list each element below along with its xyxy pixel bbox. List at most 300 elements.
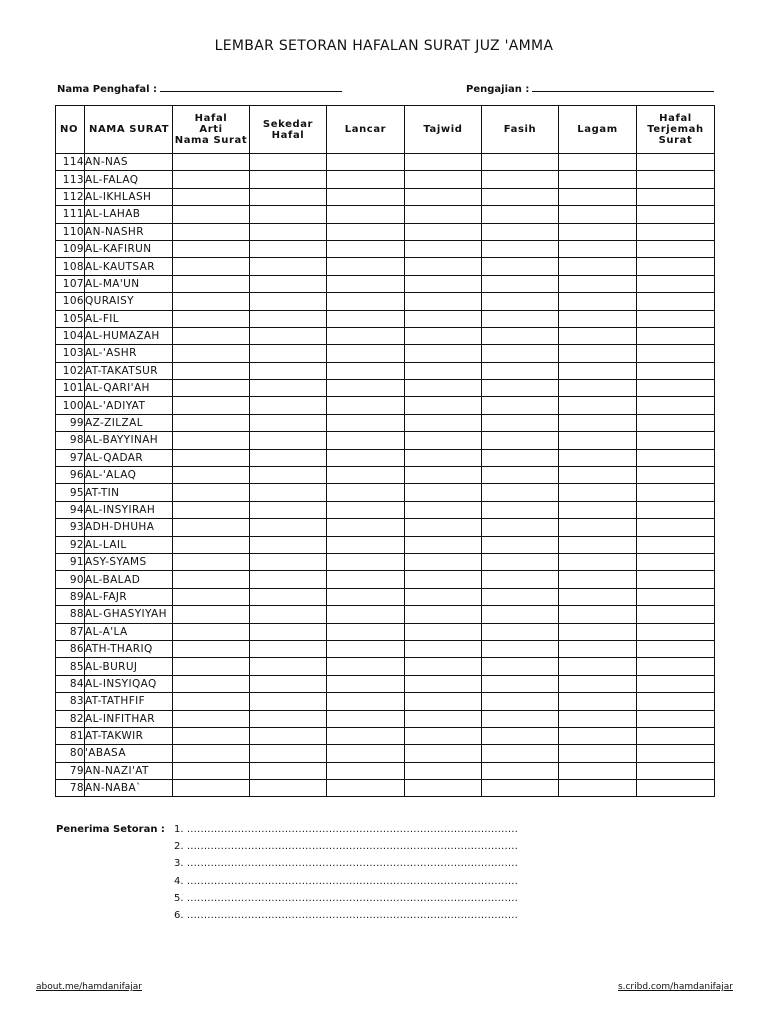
checklist-cell[interactable] xyxy=(250,762,327,779)
checklist-cell[interactable] xyxy=(559,484,637,501)
checklist-cell[interactable] xyxy=(327,432,405,449)
checklist-cell[interactable] xyxy=(482,188,559,205)
table-row xyxy=(56,467,715,484)
penerima-dotted-line: .................................................................................................. xyxy=(183,824,519,835)
checklist-cell[interactable] xyxy=(327,293,405,310)
column-header: Fasih xyxy=(482,106,559,154)
checklist-cell[interactable] xyxy=(405,223,482,240)
checklist-cell[interactable] xyxy=(559,362,637,379)
column-header: Tajwid xyxy=(405,106,482,154)
checklist-cell[interactable] xyxy=(482,745,559,762)
checklist-cell[interactable] xyxy=(637,258,715,275)
checklist-cell[interactable] xyxy=(405,414,482,431)
checklist-cell[interactable] xyxy=(250,710,327,727)
checklist-cell[interactable] xyxy=(405,640,482,657)
checklist-cell[interactable] xyxy=(637,154,715,171)
checklist-cell[interactable] xyxy=(637,432,715,449)
checklist-cell[interactable] xyxy=(173,380,250,397)
checklist-cell[interactable] xyxy=(405,484,482,501)
surah-name: 'ABASA xyxy=(85,745,173,762)
checklist-cell[interactable] xyxy=(405,327,482,344)
penerima-line[interactable] xyxy=(174,876,518,893)
checklist-cell[interactable] xyxy=(173,710,250,727)
checklist-cell[interactable] xyxy=(637,484,715,501)
checklist-cell[interactable] xyxy=(405,154,482,171)
checklist-cell[interactable] xyxy=(250,571,327,588)
checklist-cell[interactable] xyxy=(250,223,327,240)
checklist-cell[interactable] xyxy=(250,310,327,327)
penerima-number: 3. xyxy=(174,858,184,870)
row-number: 111 xyxy=(56,206,85,223)
checklist-cell[interactable] xyxy=(250,293,327,310)
checklist-cell[interactable] xyxy=(327,188,405,205)
checklist-cell[interactable] xyxy=(405,171,482,188)
checklist-cell[interactable] xyxy=(405,588,482,605)
checklist-cell[interactable] xyxy=(637,519,715,536)
checklist-cell[interactable] xyxy=(173,154,250,171)
checklist-cell[interactable] xyxy=(559,327,637,344)
row-number: 112 xyxy=(56,188,85,205)
checklist-cell[interactable] xyxy=(327,623,405,640)
checklist-cell[interactable] xyxy=(482,275,559,292)
checklist-cell[interactable] xyxy=(637,293,715,310)
checklist-cell[interactable] xyxy=(173,310,250,327)
checklist-cell[interactable] xyxy=(405,310,482,327)
checklist-cell[interactable] xyxy=(482,154,559,171)
checklist-cell[interactable] xyxy=(405,380,482,397)
checklist-cell[interactable] xyxy=(250,432,327,449)
checklist-cell[interactable] xyxy=(405,658,482,675)
table-row xyxy=(56,293,715,310)
checklist-cell[interactable] xyxy=(482,345,559,362)
checklist-cell[interactable] xyxy=(327,345,405,362)
checklist-cell[interactable] xyxy=(327,310,405,327)
checklist-cell[interactable] xyxy=(482,258,559,275)
checklist-cell[interactable] xyxy=(637,553,715,570)
checklist-cell[interactable] xyxy=(637,606,715,623)
checklist-cell[interactable] xyxy=(559,588,637,605)
checklist-cell[interactable] xyxy=(250,606,327,623)
checklist-cell[interactable] xyxy=(637,310,715,327)
checklist-cell[interactable] xyxy=(637,710,715,727)
checklist-cell[interactable] xyxy=(327,536,405,553)
checklist-cell[interactable] xyxy=(482,449,559,466)
surah-name: AT-TAKATSUR xyxy=(85,362,173,379)
checklist-cell[interactable] xyxy=(482,467,559,484)
checklist-cell[interactable] xyxy=(250,658,327,675)
checklist-cell[interactable] xyxy=(405,623,482,640)
checklist-cell[interactable] xyxy=(559,745,637,762)
checklist-cell[interactable] xyxy=(327,467,405,484)
checklist-cell[interactable] xyxy=(637,380,715,397)
checklist-cell[interactable] xyxy=(559,397,637,414)
checklist-cell[interactable] xyxy=(405,501,482,518)
pengajian-field[interactable] xyxy=(466,82,714,95)
checklist-cell[interactable] xyxy=(637,449,715,466)
checklist-cell[interactable] xyxy=(405,553,482,570)
checklist-cell[interactable] xyxy=(559,571,637,588)
checklist-cell[interactable] xyxy=(250,693,327,710)
checklist-cell[interactable] xyxy=(173,467,250,484)
checklist-cell[interactable] xyxy=(637,327,715,344)
checklist-cell[interactable] xyxy=(250,188,327,205)
checklist-cell[interactable] xyxy=(327,275,405,292)
nama-penghafal-field[interactable] xyxy=(57,82,342,95)
checklist-cell[interactable] xyxy=(559,606,637,623)
checklist-cell[interactable] xyxy=(327,327,405,344)
checklist-cell[interactable] xyxy=(482,762,559,779)
checklist-cell[interactable] xyxy=(482,240,559,257)
checklist-cell[interactable] xyxy=(482,206,559,223)
footer-left-link[interactable]: about.me/hamdanifajar xyxy=(36,982,142,992)
checklist-cell[interactable] xyxy=(173,780,250,797)
checklist-cell[interactable] xyxy=(482,588,559,605)
checklist-cell[interactable] xyxy=(482,519,559,536)
checklist-cell[interactable] xyxy=(482,501,559,518)
checklist-cell[interactable] xyxy=(637,397,715,414)
checklist-cell[interactable] xyxy=(250,745,327,762)
checklist-cell[interactable] xyxy=(327,484,405,501)
checklist-cell[interactable] xyxy=(637,501,715,518)
checklist-cell[interactable] xyxy=(405,571,482,588)
checklist-cell[interactable] xyxy=(173,188,250,205)
checklist-cell[interactable] xyxy=(559,693,637,710)
checklist-cell[interactable] xyxy=(482,484,559,501)
checklist-cell[interactable] xyxy=(327,380,405,397)
checklist-cell[interactable] xyxy=(637,536,715,553)
checklist-cell[interactable] xyxy=(250,206,327,223)
checklist-cell[interactable] xyxy=(250,623,327,640)
checklist-cell[interactable] xyxy=(173,275,250,292)
checklist-cell[interactable] xyxy=(559,240,637,257)
checklist-cell[interactable] xyxy=(327,762,405,779)
checklist-cell[interactable] xyxy=(250,780,327,797)
checklist-cell[interactable] xyxy=(327,710,405,727)
table-row xyxy=(56,449,715,466)
row-number: 78 xyxy=(56,780,85,797)
checklist-cell[interactable] xyxy=(559,519,637,536)
checklist-cell[interactable] xyxy=(559,380,637,397)
penerima-line[interactable] xyxy=(174,910,518,927)
checklist-cell[interactable] xyxy=(250,501,327,518)
checklist-cell[interactable] xyxy=(559,345,637,362)
checklist-cell[interactable] xyxy=(559,449,637,466)
checklist-cell[interactable] xyxy=(405,606,482,623)
checklist-cell[interactable] xyxy=(559,275,637,292)
checklist-cell[interactable] xyxy=(405,345,482,362)
row-number: 85 xyxy=(56,658,85,675)
checklist-cell[interactable] xyxy=(637,745,715,762)
checklist-cell[interactable] xyxy=(250,553,327,570)
checklist-cell[interactable] xyxy=(173,693,250,710)
checklist-cell[interactable] xyxy=(250,640,327,657)
surah-name: ATH-THARIQ xyxy=(85,640,173,657)
checklist-cell[interactable] xyxy=(327,588,405,605)
checklist-cell[interactable] xyxy=(327,640,405,657)
checklist-cell[interactable] xyxy=(173,414,250,431)
checklist-cell[interactable] xyxy=(559,154,637,171)
checklist-cell[interactable] xyxy=(327,414,405,431)
checklist-cell[interactable] xyxy=(405,693,482,710)
checklist-cell[interactable] xyxy=(482,727,559,744)
checklist-cell[interactable] xyxy=(173,727,250,744)
checklist-cell[interactable] xyxy=(559,258,637,275)
checklist-cell[interactable] xyxy=(559,310,637,327)
checklist-cell[interactable] xyxy=(405,762,482,779)
checklist-cell[interactable] xyxy=(250,154,327,171)
checklist-cell[interactable] xyxy=(173,258,250,275)
checklist-cell[interactable] xyxy=(173,606,250,623)
checklist-cell[interactable] xyxy=(482,623,559,640)
checklist-cell[interactable] xyxy=(405,397,482,414)
checklist-cell[interactable] xyxy=(405,780,482,797)
row-number: 107 xyxy=(56,275,85,292)
checklist-cell[interactable] xyxy=(637,623,715,640)
checklist-cell[interactable] xyxy=(250,675,327,692)
checklist-cell[interactable] xyxy=(405,727,482,744)
checklist-cell[interactable] xyxy=(250,327,327,344)
checklist-cell[interactable] xyxy=(405,293,482,310)
checklist-cell[interactable] xyxy=(637,727,715,744)
checklist-cell[interactable] xyxy=(482,571,559,588)
penerima-line[interactable] xyxy=(174,893,518,910)
checklist-cell[interactable] xyxy=(250,362,327,379)
checklist-cell[interactable] xyxy=(327,223,405,240)
table-row xyxy=(56,571,715,588)
checklist-cell[interactable] xyxy=(559,188,637,205)
checklist-cell[interactable] xyxy=(327,258,405,275)
checklist-cell[interactable] xyxy=(637,675,715,692)
row-number: 96 xyxy=(56,467,85,484)
checklist-cell[interactable] xyxy=(327,571,405,588)
checklist-cell[interactable] xyxy=(559,658,637,675)
checklist-cell[interactable] xyxy=(559,432,637,449)
surah-name: ADH-DHUHA xyxy=(85,519,173,536)
checklist-cell[interactable] xyxy=(173,501,250,518)
row-number: 114 xyxy=(56,154,85,171)
checklist-cell[interactable] xyxy=(327,362,405,379)
checklist-cell[interactable] xyxy=(250,240,327,257)
checklist-cell[interactable] xyxy=(405,467,482,484)
checklist-cell[interactable] xyxy=(173,571,250,588)
checklist-cell[interactable] xyxy=(250,467,327,484)
surah-name: AL-'ADIYAT xyxy=(85,397,173,414)
penerima-line[interactable] xyxy=(174,841,518,858)
checklist-cell[interactable] xyxy=(637,640,715,657)
checklist-cell[interactable] xyxy=(327,206,405,223)
checklist-cell[interactable] xyxy=(405,536,482,553)
checklist-cell[interactable] xyxy=(482,536,559,553)
checklist-cell[interactable] xyxy=(173,553,250,570)
checklist-cell[interactable] xyxy=(637,780,715,797)
checklist-cell[interactable] xyxy=(173,240,250,257)
table-row xyxy=(56,553,715,570)
checklist-cell[interactable] xyxy=(637,362,715,379)
checklist-cell[interactable] xyxy=(559,293,637,310)
checklist-cell[interactable] xyxy=(173,588,250,605)
checklist-cell[interactable] xyxy=(405,745,482,762)
checklist-cell[interactable] xyxy=(559,223,637,240)
checklist-cell[interactable] xyxy=(405,275,482,292)
checklist-cell[interactable] xyxy=(637,345,715,362)
checklist-cell[interactable] xyxy=(482,293,559,310)
checklist-cell[interactable] xyxy=(327,449,405,466)
checklist-cell[interactable] xyxy=(405,188,482,205)
checklist-cell[interactable] xyxy=(405,362,482,379)
footer-right-link[interactable]: s.cribd.com/hamdanifajar xyxy=(617,982,733,992)
checklist-cell[interactable] xyxy=(173,640,250,657)
checklist-cell[interactable] xyxy=(637,588,715,605)
checklist-cell[interactable] xyxy=(250,449,327,466)
checklist-cell[interactable] xyxy=(482,780,559,797)
row-number: 93 xyxy=(56,519,85,536)
checklist-cell[interactable] xyxy=(250,536,327,553)
checklist-cell[interactable] xyxy=(327,171,405,188)
checklist-cell[interactable] xyxy=(327,606,405,623)
checklist-cell[interactable] xyxy=(637,188,715,205)
checklist-cell[interactable] xyxy=(637,275,715,292)
checklist-cell[interactable] xyxy=(250,345,327,362)
checklist-cell[interactable] xyxy=(559,710,637,727)
checklist-cell[interactable] xyxy=(559,727,637,744)
nama-penghafal-line[interactable] xyxy=(160,82,342,92)
checklist-cell[interactable] xyxy=(482,171,559,188)
checklist-cell[interactable] xyxy=(173,675,250,692)
checklist-cell[interactable] xyxy=(637,206,715,223)
checklist-cell[interactable] xyxy=(559,762,637,779)
checklist-cell[interactable] xyxy=(482,362,559,379)
checklist-cell[interactable] xyxy=(250,519,327,536)
table-row xyxy=(56,623,715,640)
checklist-cell[interactable] xyxy=(173,171,250,188)
checklist-cell[interactable] xyxy=(637,693,715,710)
checklist-cell[interactable] xyxy=(559,467,637,484)
checklist-cell[interactable] xyxy=(482,223,559,240)
checklist-cell[interactable] xyxy=(559,553,637,570)
checklist-cell[interactable] xyxy=(482,432,559,449)
checklist-cell[interactable] xyxy=(637,240,715,257)
pengajian-line[interactable] xyxy=(532,82,714,92)
checklist-cell[interactable] xyxy=(327,501,405,518)
checklist-cell[interactable] xyxy=(405,258,482,275)
checklist-cell[interactable] xyxy=(482,606,559,623)
checklist-cell[interactable] xyxy=(327,693,405,710)
checklist-cell[interactable] xyxy=(327,658,405,675)
checklist-cell[interactable] xyxy=(482,675,559,692)
checklist-cell[interactable] xyxy=(637,762,715,779)
checklist-cell[interactable] xyxy=(173,293,250,310)
checklist-cell[interactable] xyxy=(482,658,559,675)
checklist-cell[interactable] xyxy=(173,658,250,675)
checklist-cell[interactable] xyxy=(173,519,250,536)
checklist-cell[interactable] xyxy=(405,675,482,692)
table-row xyxy=(56,327,715,344)
checklist-cell[interactable] xyxy=(327,519,405,536)
checklist-cell[interactable] xyxy=(637,571,715,588)
checklist-cell[interactable] xyxy=(559,171,637,188)
checklist-cell[interactable] xyxy=(327,675,405,692)
checklist-cell[interactable] xyxy=(559,206,637,223)
checklist-cell[interactable] xyxy=(559,640,637,657)
penerima-line[interactable] xyxy=(174,858,518,875)
checklist-cell[interactable] xyxy=(173,397,250,414)
surah-name: AL-KAUTSAR xyxy=(85,258,173,275)
penerima-line[interactable] xyxy=(174,824,518,841)
surah-name: AT-TATHFIF xyxy=(85,693,173,710)
checklist-cell[interactable] xyxy=(250,275,327,292)
checklist-cell[interactable] xyxy=(637,414,715,431)
checklist-cell[interactable] xyxy=(559,501,637,518)
checklist-cell[interactable] xyxy=(482,553,559,570)
checklist-cell[interactable] xyxy=(250,171,327,188)
checklist-cell[interactable] xyxy=(173,432,250,449)
checklist-cell[interactable] xyxy=(173,345,250,362)
checklist-cell[interactable] xyxy=(559,623,637,640)
checklist-cell[interactable] xyxy=(559,414,637,431)
checklist-cell[interactable] xyxy=(559,675,637,692)
checklist-cell[interactable] xyxy=(173,745,250,762)
checklist-cell[interactable] xyxy=(482,640,559,657)
surah-name: AT-TIN xyxy=(85,484,173,501)
checklist-cell[interactable] xyxy=(405,432,482,449)
checklist-cell[interactable] xyxy=(173,449,250,466)
checklist-cell[interactable] xyxy=(327,553,405,570)
checklist-cell[interactable] xyxy=(482,710,559,727)
checklist-cell[interactable] xyxy=(482,397,559,414)
penerima-number: 6. xyxy=(174,909,184,921)
checklist-cell[interactable] xyxy=(559,780,637,797)
checklist-cell[interactable] xyxy=(405,449,482,466)
checklist-cell[interactable] xyxy=(250,380,327,397)
checklist-cell[interactable] xyxy=(250,588,327,605)
checklist-cell[interactable] xyxy=(173,536,250,553)
checklist-cell[interactable] xyxy=(482,693,559,710)
checklist-cell[interactable] xyxy=(173,362,250,379)
checklist-cell[interactable] xyxy=(327,240,405,257)
checklist-cell[interactable] xyxy=(327,745,405,762)
checklist-cell[interactable] xyxy=(327,154,405,171)
checklist-cell[interactable] xyxy=(173,206,250,223)
checklist-cell[interactable] xyxy=(482,327,559,344)
checklist-cell[interactable] xyxy=(405,206,482,223)
checklist-cell[interactable] xyxy=(482,310,559,327)
checklist-cell[interactable] xyxy=(173,484,250,501)
checklist-cell[interactable] xyxy=(482,414,559,431)
checklist-cell[interactable] xyxy=(637,171,715,188)
checklist-cell[interactable] xyxy=(637,223,715,240)
checklist-cell[interactable] xyxy=(482,380,559,397)
checklist-cell[interactable] xyxy=(637,658,715,675)
checklist-cell[interactable] xyxy=(405,710,482,727)
checklist-cell[interactable] xyxy=(250,727,327,744)
checklist-cell[interactable] xyxy=(173,327,250,344)
checklist-cell[interactable] xyxy=(327,780,405,797)
checklist-cell[interactable] xyxy=(637,467,715,484)
checklist-cell[interactable] xyxy=(173,762,250,779)
checklist-cell[interactable] xyxy=(327,397,405,414)
checklist-cell[interactable] xyxy=(250,258,327,275)
surah-name: AZ-ZILZAL xyxy=(85,414,173,431)
checklist-cell[interactable] xyxy=(327,727,405,744)
checklist-cell[interactable] xyxy=(250,414,327,431)
checklist-cell[interactable] xyxy=(250,397,327,414)
checklist-cell[interactable] xyxy=(405,240,482,257)
checklist-cell[interactable] xyxy=(173,623,250,640)
checklist-cell[interactable] xyxy=(250,484,327,501)
checklist-cell[interactable] xyxy=(559,536,637,553)
checklist-cell[interactable] xyxy=(173,223,250,240)
checklist-cell[interactable] xyxy=(405,519,482,536)
